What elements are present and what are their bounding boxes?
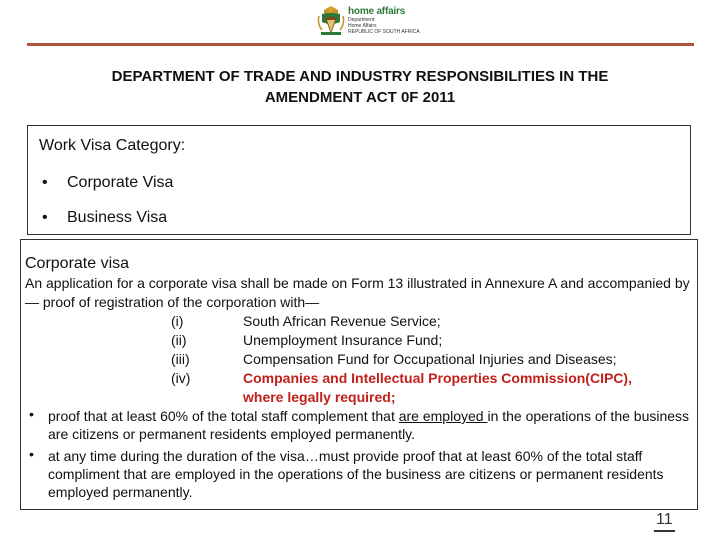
logo-subtitle-1: Department: xyxy=(348,17,376,23)
corporate-visa-intro: An application for a corporate visa shall be made on Form 13 illustrated in Annexure A and accompanied by— proof of registration of the corporation with— xyxy=(25,275,690,310)
bullet-icon: • xyxy=(29,446,34,462)
list-text-4: Companies and Intellectual Properties Commission(CIPC), xyxy=(243,370,632,386)
category-corporate-visa: Corporate Visa xyxy=(67,174,174,191)
list-num-3: (iii) xyxy=(171,351,190,367)
title-line-2: AMENDMENT ACT 0F 2011 xyxy=(264,89,456,106)
logo-subtitle-2: Home Affairs xyxy=(348,23,377,29)
slide-title xyxy=(30,66,690,108)
corporate-visa-box xyxy=(20,239,698,510)
bullet-text-1: proof that at least 60% of the total staff complement that are employed in the operations of the business are citizens or permanent residents employed permanently. xyxy=(48,408,690,442)
corporate-visa-heading: Corporate visa xyxy=(25,255,130,272)
category-business-visa: Business Visa xyxy=(67,209,168,226)
visa-category-box xyxy=(27,125,691,235)
list-text-1: South African Revenue Service; xyxy=(243,313,441,329)
list-num-1: (i) xyxy=(171,313,184,329)
visa-category-heading: Work Visa Category: xyxy=(39,137,186,154)
logo-brand: home affairs xyxy=(348,6,406,17)
bullet-icon: • xyxy=(42,174,48,191)
list-num-2: (ii) xyxy=(171,332,187,348)
coat-of-arms-icon xyxy=(316,4,346,38)
list-text-4-cont: where legally required; xyxy=(243,389,396,405)
list-text-3: Compensation Fund for Occupational Injuries and Diseases; xyxy=(243,351,617,367)
home-affairs-logo xyxy=(316,4,426,38)
underlined-phrase: are employed xyxy=(398,408,488,424)
title-line-1: DEPARTMENT OF TRADE AND INDUSTRY RESPONSIBILITIES IN THE xyxy=(111,68,609,85)
bullet-icon: • xyxy=(42,209,48,226)
page-number: 11 xyxy=(654,511,675,532)
bullet-icon: • xyxy=(29,406,34,422)
list-text-2: Unemployment Insurance Fund; xyxy=(243,332,443,348)
logo-subtitle-3: REPUBLIC OF SOUTH AFRICA xyxy=(348,29,420,35)
header-rule xyxy=(27,43,694,46)
list-num-4: (iv) xyxy=(171,370,191,386)
bullet-text-2: at any time during the duration of the visa…must provide proof that at least 60% of the total staff compliment that are employed in the operations of the business are citizens or permanent residents employed permanently. xyxy=(48,448,664,500)
